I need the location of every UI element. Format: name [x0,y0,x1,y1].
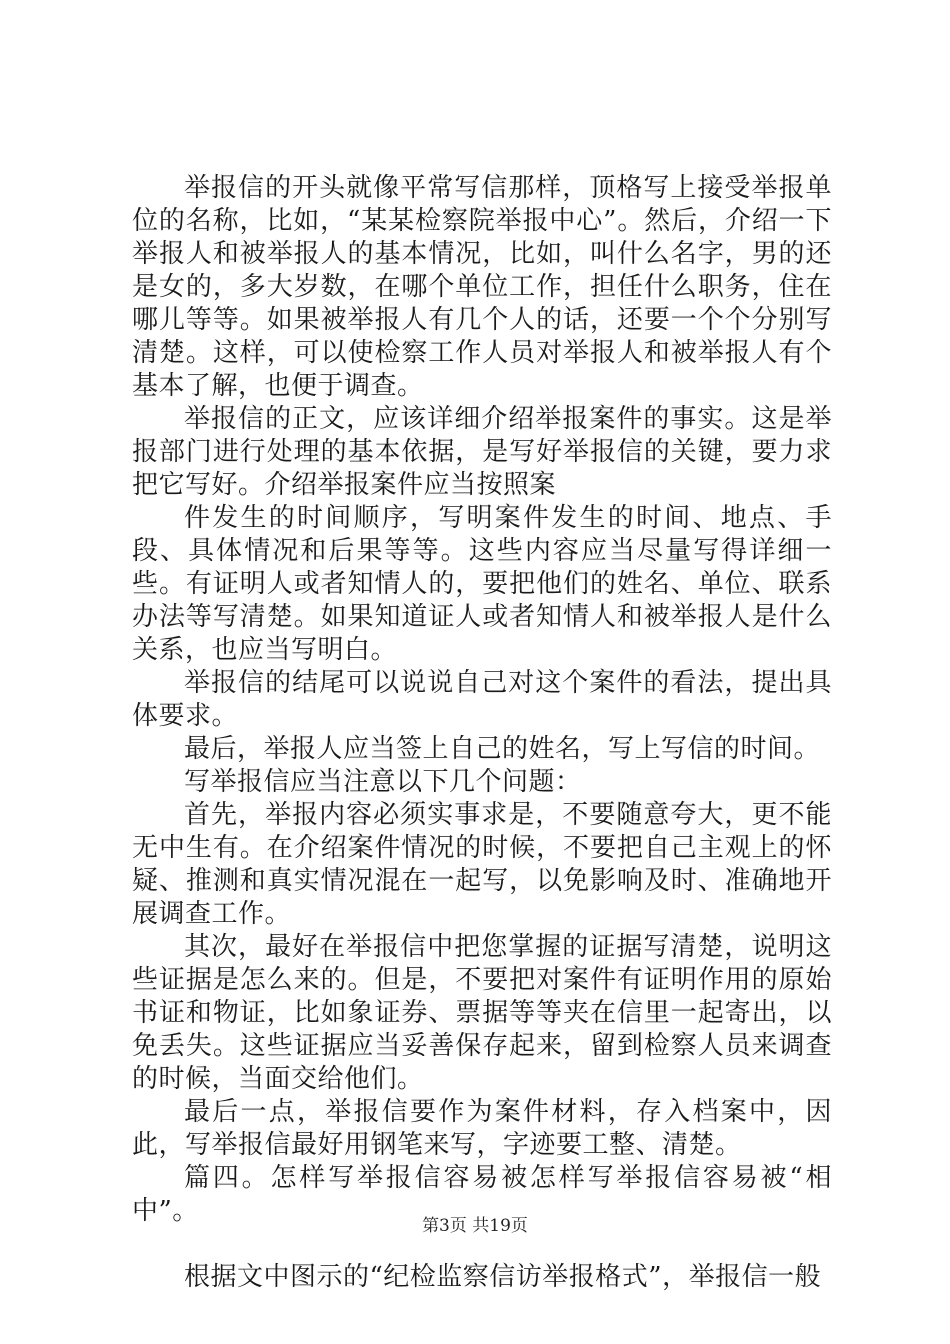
paragraph-opening: 举报信的开头就像平常写信那样，顶格写上接受举报单位的名称，比如，“某某检察院举报中心”。然后，介绍一下举报人和被举报人的基本情况，比如，叫什么名字，男的还是女的，多大岁数，在哪个单位工作，担任什么职务，住在哪儿等等。如果被举报人有几个人的话，还要一个个分别写清楚。这样，可以使检察工作人员对举报人和被举报人有个基本了解，也便于调查。 [132,173,832,401]
paragraph-ending: 举报信的结尾可以说说自己对这个案件的看法，提出具体要求。 [132,668,832,731]
document-body [132,172,832,1294]
paragraph-notes-intro: 写举报信应当注意以下几个问题： [184,767,582,797]
paragraph-note-second: 其次，最好在举报信中把您掌握的证据写清楚，说明这些证据是怎么来的。但是，不要把对案件有证明作用的原始书证和物证，比如象证券、票据等等夹在信里一起寄出，以免丢失。这些证据应当妥善保存起来，留到检察人员来调查的时候，当面交给他们。 [132,932,832,1094]
paragraph-section-four: 篇四。怎样写举报信容易被怎样写举报信容易被“相中”。 [132,1163,832,1226]
paragraph-note-last: 最后一点，举报信要作为案件材料，存入档案中，因此，写举报信最好用钢笔来写，字迹要工整、清楚。 [132,1097,832,1160]
paragraph-format-intro: 根据文中图示的“纪检监察信访举报格式”，举报信一般 [184,1262,822,1292]
paragraph-signature: 最后，举报人应当签上自己的姓名，写上写信的时间。 [184,734,821,764]
paragraph-main-text: 举报信的正文，应该详细介绍举报案件的事实。这是举报部门进行处理的基本依据，是写好举报信的关键，要力求把它写好。介绍举报案件应当按照案 [132,404,832,500]
paragraph-note-first: 首先，举报内容必须实事求是，不要随意夸大，更不能无中生有。在介绍案件情况的时候，不要把自己主观上的怀疑、推测和真实情况混在一起写，以免影响及时、准确地开展调查工作。 [132,800,832,929]
paragraph-main-text-continued: 件发生的时间顺序，写明案件发生的时间、地点、手段、具体情况和后果等等。这些内容应当尽量写得详细一些。有证明人或者知情人的，要把他们的姓名、单位、联系办法等写清楚。如果知道证人或者知情人和被举报人是什么关系，也应当写明白。 [132,503,832,665]
page-number-footer: 第3页 共19页 [422,1216,528,1236]
